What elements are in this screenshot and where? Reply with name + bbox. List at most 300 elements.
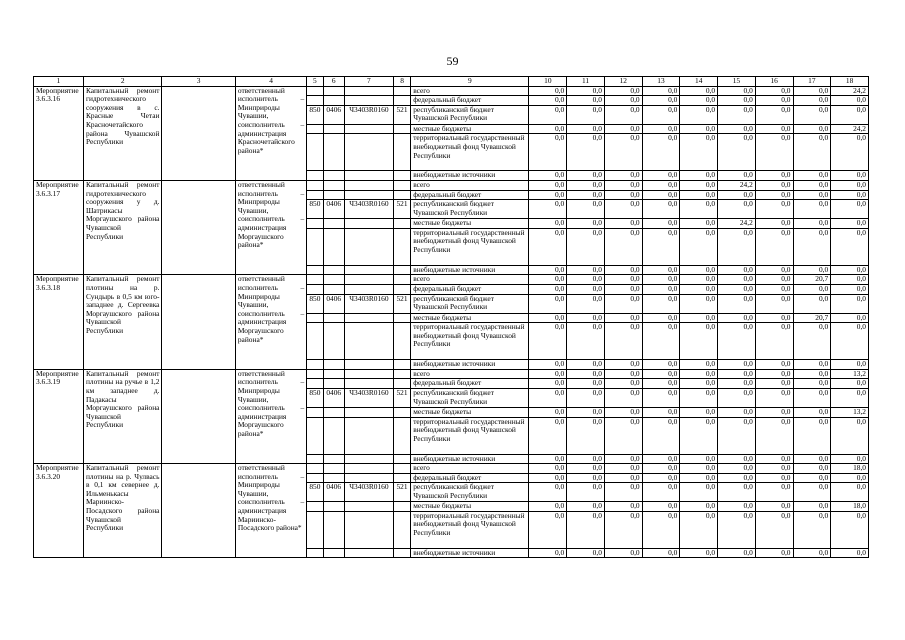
empty-cell [344, 265, 393, 275]
empty-cell [344, 190, 393, 200]
funding-source: всего [411, 180, 529, 190]
amount-cell: 0,0 [831, 171, 869, 181]
amount-cell: 0,0 [642, 228, 680, 265]
amount-cell: 0,0 [604, 473, 642, 483]
amount-cell: 0,0 [718, 473, 756, 483]
funding-source: местные бюджеты [411, 313, 529, 323]
amount-cell: 0,0 [529, 105, 567, 124]
empty-cell [393, 180, 410, 190]
funding-source: всего [411, 464, 529, 474]
budget-code: 521 [393, 294, 410, 313]
amount-cell: 0,0 [604, 548, 642, 558]
empty-cell [307, 323, 323, 360]
amount-cell: 0,0 [680, 180, 718, 190]
empty-cell [393, 407, 410, 417]
empty-cell [344, 548, 393, 558]
amount-cell: 0,0 [529, 171, 567, 181]
amount-cell: 0,0 [680, 323, 718, 360]
header-cell: 13 [642, 77, 680, 87]
amount-cell: 0,0 [604, 180, 642, 190]
amount-cell: 0,0 [755, 313, 793, 323]
amount-cell: 0,0 [642, 483, 680, 502]
amount-cell: 0,0 [755, 388, 793, 407]
empty-cell [323, 369, 344, 379]
amount-cell: 0,0 [755, 473, 793, 483]
empty-cell [344, 275, 393, 285]
empty-cell [344, 454, 393, 464]
budget-code: Ч3403R0160 [344, 200, 393, 219]
amount-cell: 18,0 [831, 502, 869, 512]
amount-cell: 0,0 [604, 502, 642, 512]
funding-source: местные бюджеты [411, 502, 529, 512]
amount-cell: 0,0 [793, 417, 831, 454]
empty-cell [323, 275, 344, 285]
amount-cell: 0,0 [604, 511, 642, 548]
amount-cell: 0,0 [831, 454, 869, 464]
empty-cell [393, 228, 410, 265]
amount-cell: 0,0 [529, 275, 567, 285]
empty-cell [323, 265, 344, 275]
amount-cell: 0,0 [680, 388, 718, 407]
responsible: ответственный исполнитель – Минприроды Чувашии, соисполнитель – администрация Моргаушского района* [235, 369, 306, 463]
empty-cell [393, 96, 410, 106]
empty-cell [307, 407, 323, 417]
amount-cell: 0,0 [642, 171, 680, 181]
amount-cell: 0,0 [529, 219, 567, 229]
amount-cell: 24,2 [831, 86, 869, 96]
empty-cell [162, 180, 235, 274]
amount-cell: 0,0 [529, 96, 567, 106]
empty-cell [323, 96, 344, 106]
measure-name: Капитальный ремонт плотины на р. Сундырь в 0,5 км юго-западнее д. Сергеевка Моргаушского района Чувашской Республики [83, 275, 162, 369]
amount-cell: 0,0 [567, 284, 605, 294]
amount-cell: 0,0 [642, 379, 680, 389]
amount-cell: 0,0 [831, 511, 869, 548]
empty-cell [393, 369, 410, 379]
amount-cell: 0,0 [567, 407, 605, 417]
amount-cell: 0,0 [793, 86, 831, 96]
page-number: 59 [446, 54, 459, 68]
amount-cell: 0,0 [680, 105, 718, 124]
amount-cell: 0,0 [680, 454, 718, 464]
amount-cell: 0,0 [529, 548, 567, 558]
amount-cell: 0,0 [718, 323, 756, 360]
amount-cell: 0,0 [718, 502, 756, 512]
amount-cell: 0,0 [831, 323, 869, 360]
amount-cell: 0,0 [604, 228, 642, 265]
amount-cell: 0,0 [831, 228, 869, 265]
amount-cell: 0,0 [831, 294, 869, 313]
amount-cell: 0,0 [793, 284, 831, 294]
amount-cell: 0,0 [604, 96, 642, 106]
amount-cell: 0,0 [529, 284, 567, 294]
amount-cell: 0,0 [793, 379, 831, 389]
empty-cell [323, 379, 344, 389]
amount-cell: 0,0 [793, 171, 831, 181]
empty-cell [323, 417, 344, 454]
empty-cell [307, 171, 323, 181]
responsible: ответственный исполнитель – Минприроды Чувашии, соисполнитель – администрация Моргаушского района* [235, 180, 306, 274]
budget-code: 521 [393, 200, 410, 219]
empty-cell [323, 454, 344, 464]
funding-source: территориальный государственный внебюджетный фонд Чувашской Республики [411, 511, 529, 548]
amount-cell: 0,0 [604, 275, 642, 285]
amount-cell: 0,0 [793, 502, 831, 512]
amount-cell: 0,0 [831, 313, 869, 323]
empty-cell [344, 502, 393, 512]
amount-cell: 0,0 [755, 284, 793, 294]
amount-cell: 0,0 [718, 369, 756, 379]
amount-cell: 0,0 [793, 407, 831, 417]
amount-cell: 0,0 [680, 219, 718, 229]
amount-cell: 0,0 [755, 294, 793, 313]
empty-cell [393, 360, 410, 370]
amount-cell: 0,0 [831, 388, 869, 407]
amount-cell: 0,0 [831, 275, 869, 285]
amount-cell: 0,0 [793, 369, 831, 379]
budget-code: Ч3403R0160 [344, 294, 393, 313]
amount-cell: 0,0 [793, 134, 831, 171]
amount-cell: 0,0 [529, 388, 567, 407]
empty-cell [393, 275, 410, 285]
amount-cell: 0,0 [567, 388, 605, 407]
amount-cell: 0,0 [831, 483, 869, 502]
empty-cell [307, 369, 323, 379]
empty-cell [307, 473, 323, 483]
amount-cell: 0,0 [604, 134, 642, 171]
funding-source: территориальный государственный внебюджетный фонд Чувашской Республики [411, 323, 529, 360]
amount-cell: 0,0 [529, 454, 567, 464]
measure-id: Мероприятие 3.6.3.20 [34, 464, 84, 558]
empty-cell [323, 511, 344, 548]
amount-cell: 0,0 [755, 407, 793, 417]
amount-cell: 0,0 [642, 511, 680, 548]
amount-cell: 0,0 [680, 548, 718, 558]
empty-cell [393, 313, 410, 323]
amount-cell: 0,0 [680, 275, 718, 285]
empty-cell [323, 171, 344, 181]
amount-cell: 0,0 [755, 417, 793, 454]
amount-cell: 0,0 [567, 200, 605, 219]
amount-cell: 24,2 [718, 219, 756, 229]
funding-source: внебюджетные источники [411, 454, 529, 464]
amount-cell: 0,0 [755, 228, 793, 265]
amount-cell: 0,0 [831, 379, 869, 389]
amount-cell: 0,0 [604, 379, 642, 389]
empty-cell [307, 134, 323, 171]
amount-cell: 0,0 [755, 134, 793, 171]
amount-cell: 0,0 [529, 369, 567, 379]
amount-cell: 0,0 [793, 454, 831, 464]
amount-cell: 0,0 [755, 483, 793, 502]
empty-cell [393, 134, 410, 171]
empty-cell [344, 379, 393, 389]
amount-cell: 0,0 [793, 388, 831, 407]
funding-source: территориальный государственный внебюджетный фонд Чувашской Республики [411, 417, 529, 454]
funding-source: внебюджетные источники [411, 360, 529, 370]
amount-cell: 0,0 [793, 200, 831, 219]
amount-cell: 0,0 [755, 464, 793, 474]
amount-cell: 0,0 [604, 86, 642, 96]
empty-cell [307, 190, 323, 200]
amount-cell: 0,0 [642, 284, 680, 294]
amount-cell: 0,0 [567, 134, 605, 171]
amount-cell: 0,0 [680, 313, 718, 323]
empty-cell [323, 284, 344, 294]
empty-cell [307, 511, 323, 548]
amount-cell: 0,0 [680, 502, 718, 512]
empty-cell [307, 228, 323, 265]
amount-cell: 0,0 [567, 171, 605, 181]
amount-cell: 0,0 [567, 417, 605, 454]
empty-cell [393, 417, 410, 454]
amount-cell: 13,2 [831, 407, 869, 417]
empty-cell [307, 284, 323, 294]
funding-source: внебюджетные источники [411, 265, 529, 275]
amount-cell: 0,0 [567, 483, 605, 502]
amount-cell: 0,0 [755, 454, 793, 464]
measure-id: Мероприятие 3.6.3.18 [34, 275, 84, 369]
amount-cell: 0,0 [793, 228, 831, 265]
amount-cell: 0,0 [831, 200, 869, 219]
empty-cell [344, 124, 393, 134]
amount-cell: 0,0 [680, 379, 718, 389]
amount-cell: 0,0 [567, 96, 605, 106]
amount-cell: 0,0 [604, 124, 642, 134]
amount-cell: 0,0 [680, 464, 718, 474]
amount-cell: 0,0 [642, 417, 680, 454]
amount-cell: 0,0 [793, 464, 831, 474]
amount-cell: 0,0 [642, 190, 680, 200]
table-row [34, 464, 869, 474]
amount-cell: 0,0 [718, 548, 756, 558]
amount-cell: 0,0 [642, 407, 680, 417]
empty-cell [344, 228, 393, 265]
amount-cell: 0,0 [604, 369, 642, 379]
measure-name: Капитальный ремонт гидротехнического сооружения у д. Шатрикасы Моргаушского района Чувашской Республики [83, 180, 162, 274]
amount-cell: 0,0 [680, 483, 718, 502]
amount-cell: 0,0 [831, 190, 869, 200]
empty-cell [393, 464, 410, 474]
amount-cell: 0,0 [529, 473, 567, 483]
amount-cell: 0,0 [567, 511, 605, 548]
amount-cell: 0,0 [642, 134, 680, 171]
table-row [34, 180, 869, 190]
amount-cell: 0,0 [604, 265, 642, 275]
header-cell: 5 [307, 77, 323, 87]
empty-cell [307, 464, 323, 474]
amount-cell: 0,0 [755, 96, 793, 106]
empty-cell [162, 275, 235, 369]
empty-cell [307, 180, 323, 190]
amount-cell: 0,0 [642, 86, 680, 96]
amount-cell: 0,0 [793, 219, 831, 229]
amount-cell: 0,0 [642, 275, 680, 285]
amount-cell: 0,0 [755, 171, 793, 181]
amount-cell: 0,0 [793, 265, 831, 275]
amount-cell: 0,0 [567, 228, 605, 265]
amount-cell: 0,0 [567, 124, 605, 134]
amount-cell: 0,0 [642, 219, 680, 229]
empty-cell [344, 219, 393, 229]
measure-name: Капитальный ремонт плотины на ручье в 1,2 км западнее д. Падакасы Моргаушского района Чувашской Республики [83, 369, 162, 463]
amount-cell: 0,0 [718, 379, 756, 389]
budget-code: 0406 [323, 294, 344, 313]
empty-cell [393, 454, 410, 464]
amount-cell: 0,0 [642, 464, 680, 474]
empty-cell [344, 284, 393, 294]
header-cell: 18 [831, 77, 869, 87]
amount-cell: 0,0 [567, 219, 605, 229]
funding-source: республиканский бюджет Чувашской Республики [411, 294, 529, 313]
empty-cell [344, 369, 393, 379]
header-cell: 14 [680, 77, 718, 87]
empty-cell [307, 417, 323, 454]
amount-cell: 0,0 [529, 360, 567, 370]
measure-id: Мероприятие 3.6.3.19 [34, 369, 84, 463]
measure-id: Мероприятие 3.6.3.17 [34, 180, 84, 274]
amount-cell: 0,0 [755, 200, 793, 219]
budget-code: 850 [307, 294, 323, 313]
amount-cell: 0,0 [642, 124, 680, 134]
amount-cell: 0,0 [567, 473, 605, 483]
amount-cell: 0,0 [642, 360, 680, 370]
amount-cell: 0,0 [718, 190, 756, 200]
amount-cell: 0,0 [755, 124, 793, 134]
amount-cell: 0,0 [567, 294, 605, 313]
amount-cell: 0,0 [567, 313, 605, 323]
empty-cell [323, 464, 344, 474]
empty-cell [323, 219, 344, 229]
amount-cell: 0,0 [793, 483, 831, 502]
empty-cell [307, 454, 323, 464]
budget-code: 521 [393, 388, 410, 407]
funding-source: федеральный бюджет [411, 379, 529, 389]
header-cell: 7 [344, 77, 393, 87]
amount-cell: 0,0 [755, 105, 793, 124]
amount-cell: 0,0 [718, 388, 756, 407]
amount-cell: 0,0 [529, 313, 567, 323]
amount-cell: 0,0 [680, 228, 718, 265]
amount-cell: 0,0 [755, 360, 793, 370]
funding-source: всего [411, 86, 529, 96]
amount-cell: 0,0 [529, 417, 567, 454]
amount-cell: 0,0 [793, 96, 831, 106]
amount-cell: 0,0 [604, 407, 642, 417]
amount-cell: 0,0 [755, 379, 793, 389]
amount-cell: 0,0 [831, 180, 869, 190]
empty-cell [393, 473, 410, 483]
amount-cell: 0,0 [529, 134, 567, 171]
header-cell: 8 [393, 77, 410, 87]
amount-cell: 0,0 [718, 228, 756, 265]
empty-cell [323, 180, 344, 190]
funding-source: внебюджетные источники [411, 548, 529, 558]
empty-cell [323, 134, 344, 171]
budget-code: Ч3403R0160 [344, 105, 393, 124]
amount-cell: 0,0 [567, 265, 605, 275]
amount-cell: 0,0 [718, 200, 756, 219]
amount-cell: 0,0 [793, 511, 831, 548]
amount-cell: 0,0 [604, 105, 642, 124]
amount-cell: 0,0 [793, 294, 831, 313]
amount-cell: 0,0 [680, 369, 718, 379]
budget-code: 521 [393, 105, 410, 124]
amount-cell: 0,0 [567, 502, 605, 512]
responsible: ответственный исполнитель – Минприроды Чувашии, соисполнитель – администрация Моргаушского района* [235, 275, 306, 369]
table-row [34, 275, 869, 285]
amount-cell: 20,7 [793, 275, 831, 285]
amount-cell: 0,0 [793, 124, 831, 134]
budget-table [33, 76, 869, 558]
amount-cell: 0,0 [642, 200, 680, 219]
funding-source: местные бюджеты [411, 407, 529, 417]
empty-cell [344, 96, 393, 106]
amount-cell: 0,0 [793, 190, 831, 200]
responsible: ответственный исполнитель – Минприроды Чувашии, соисполнитель – администрация Красночетайского района* [235, 86, 306, 180]
amount-cell: 0,0 [831, 284, 869, 294]
amount-cell: 0,0 [680, 200, 718, 219]
table-row [34, 86, 869, 96]
amount-cell: 0,0 [718, 284, 756, 294]
amount-cell: 0,0 [604, 454, 642, 464]
budget-code: 521 [393, 483, 410, 502]
amount-cell: 0,0 [529, 124, 567, 134]
amount-cell: 0,0 [642, 96, 680, 106]
measure-name: Капитальный ремонт плотины на р. Чулвась в 0,1 км севернее д. Ильменькасы Мариинско-Посадского района Чувашской Республики [83, 464, 162, 558]
funding-source: внебюджетные источники [411, 171, 529, 181]
amount-cell: 0,0 [642, 548, 680, 558]
empty-cell [162, 369, 235, 463]
funding-source: республиканский бюджет Чувашской Республики [411, 105, 529, 124]
amount-cell: 0,0 [755, 180, 793, 190]
funding-source: федеральный бюджет [411, 96, 529, 106]
budget-code: 0406 [323, 483, 344, 502]
empty-cell [393, 284, 410, 294]
amount-cell: 0,0 [529, 190, 567, 200]
amount-cell: 0,0 [529, 228, 567, 265]
empty-cell [323, 228, 344, 265]
amount-cell: 0,0 [642, 323, 680, 360]
amount-cell: 0,0 [680, 360, 718, 370]
amount-cell: 0,0 [604, 464, 642, 474]
amount-cell: 0,0 [755, 369, 793, 379]
amount-cell: 0,0 [718, 96, 756, 106]
amount-cell: 0,0 [793, 323, 831, 360]
amount-cell: 0,0 [718, 454, 756, 464]
amount-cell: 0,0 [718, 360, 756, 370]
amount-cell: 0,0 [718, 511, 756, 548]
amount-cell: 0,0 [831, 360, 869, 370]
amount-cell: 0,0 [680, 96, 718, 106]
amount-cell: 0,0 [718, 483, 756, 502]
header-cell: 15 [718, 77, 756, 87]
empty-cell [393, 219, 410, 229]
empty-cell [323, 548, 344, 558]
amount-cell: 0,0 [529, 483, 567, 502]
amount-cell: 0,0 [642, 388, 680, 407]
empty-cell [344, 86, 393, 96]
amount-cell: 0,0 [567, 323, 605, 360]
empty-cell [393, 124, 410, 134]
amount-cell: 0,0 [642, 294, 680, 313]
empty-cell [393, 548, 410, 558]
empty-cell [323, 190, 344, 200]
empty-cell [344, 360, 393, 370]
amount-cell: 0,0 [642, 105, 680, 124]
amount-cell: 0,0 [793, 548, 831, 558]
amount-cell: 0,0 [567, 190, 605, 200]
